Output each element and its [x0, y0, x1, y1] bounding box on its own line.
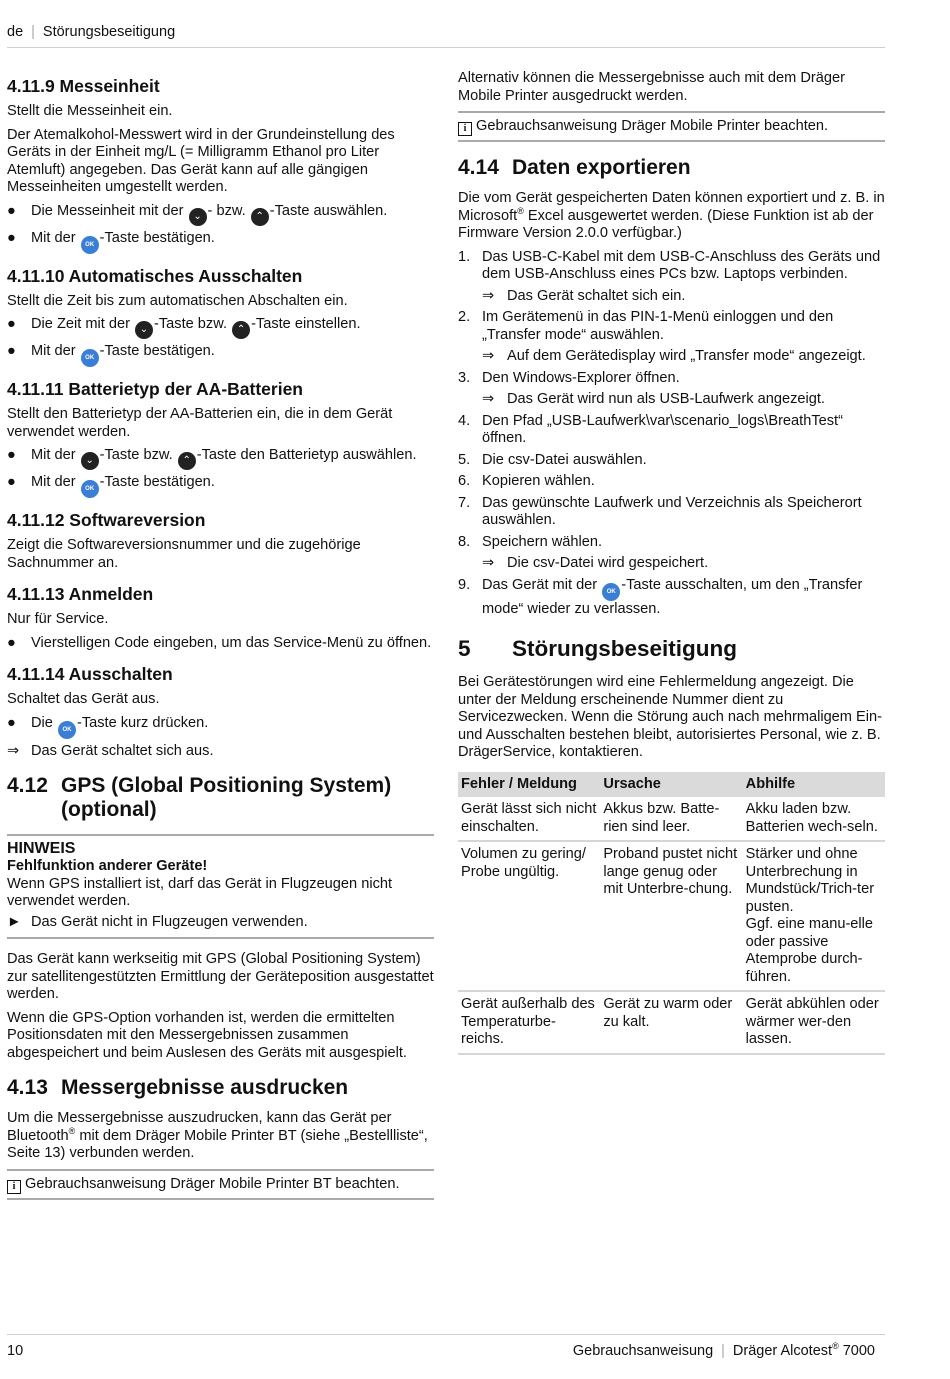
text: -Taste ausschalten, um den „Transfer mode“ wieder zu verlassen. [482, 576, 863, 617]
step-number: 1. [458, 248, 471, 265]
right-column [458, 70, 885, 1055]
result-arrow-icon: ⇒ [482, 391, 495, 407]
action-arrow-icon: ► [7, 913, 22, 930]
paragraph [7, 1110, 434, 1163]
paragraph: Wenn die GPS-Option vorhanden ist, werden die ermittelten Positionsdaten mit den Messergebnissen zusammen abgespeichert und beim Auslesen des Geräts mit ausgespielt. [7, 1009, 407, 1061]
text: -Taste bestätigen. [99, 343, 215, 359]
text: Mit der [31, 343, 80, 359]
step-number: 2. [458, 309, 471, 325]
section-title-text: GPS (Global Positioning System) (optional) [61, 774, 392, 821]
step-result [482, 555, 885, 573]
bullet-item [7, 474, 434, 498]
table-header-cell: Ursache [600, 772, 742, 798]
down-key-icon: ⌄ [189, 208, 207, 226]
table-cell: Gerät außerhalb des Temperaturbe-reichs. [458, 991, 600, 1054]
step-result [482, 288, 885, 306]
step-result-text: Das Gerät wird nun als USB-Laufwerk angezeigt. [507, 391, 825, 407]
table-header-row [458, 772, 885, 798]
section-title: 4.11.11 Batterietyp der AA-Batterien [7, 379, 303, 399]
bullet-item [7, 715, 434, 739]
text: Die Zeit mit der [31, 316, 134, 332]
section-number: 4.12 [7, 774, 48, 797]
step-result [482, 391, 885, 409]
step-item [458, 577, 885, 619]
result-arrow-icon: ⇒ [482, 348, 495, 364]
steps-list [458, 249, 885, 573]
step-number: 4. [458, 412, 471, 429]
section-title [7, 1076, 434, 1100]
bullet-icon: ● [7, 447, 16, 463]
step-item [458, 370, 885, 388]
step-text: Das gewünschte Laufwerk und Verzeichnis als Speicherort auswählen. [482, 494, 862, 528]
paragraph: Der Atemalkohol-Messwert wird in der Grundeinstellung des Geräts in der Einheit mg/L (= Milligramm Ethanol pro Liter Atemluft) angegeben. Das Gerät kann auf alle gängigen Messeinheiten umgestellt werden. [7, 126, 395, 195]
text: Mit der [31, 229, 80, 246]
section-title [7, 774, 434, 822]
bullet-item [7, 316, 434, 339]
text: Um die Messergebnisse auszudrucken, kann das Gerät per Bluetooth [7, 1110, 392, 1144]
left-column [7, 70, 434, 1208]
paragraph: Das Gerät kann werkseitig mit GPS (Global Positioning System) zur satellitengestützten Ermittlung der Geräteposition ausgestattet werden. [7, 951, 434, 1002]
bullet-item [7, 203, 434, 226]
text: Vierstelligen Code eingeben, um das Service-Menü zu öffnen. [31, 634, 432, 651]
section-number: 4.13 [7, 1076, 48, 1099]
table-cell: Volumen zu gering/ Probe ungültig. [458, 841, 600, 991]
table-header-cell: Fehler / Meldung [458, 772, 600, 798]
text: Excel ausgewertet werden. (Diese Funktion ist ab der Firmware Version 2.0.0 verfügbar.) [458, 207, 874, 241]
text: -Taste den Batterietyp auswählen. [196, 447, 417, 463]
text: Die [31, 714, 57, 731]
paragraph: Stellt die Messeinheit ein. [7, 103, 173, 119]
step-result [482, 348, 885, 366]
page-footer [7, 1334, 885, 1361]
paragraph: Stellt die Zeit bis zum automatischen Abschalten ein. [7, 292, 348, 309]
notice-subtitle: Fehlfunktion anderer Geräte! [7, 858, 208, 874]
step-item [458, 413, 885, 448]
table-cell: Stärker und ohne Unterbrechung in Mundstück/Trich-ter pusten. Ggf. eine manu-elle oder passive Atemprobe durch-führen. [743, 841, 885, 991]
table-row [458, 797, 885, 841]
result-item [7, 743, 434, 761]
text: -Taste bestätigen. [99, 474, 215, 490]
text: Mit der [31, 447, 80, 463]
text: -Taste einstellen. [251, 316, 361, 332]
page-header [7, 24, 885, 48]
section-number: 4.14 [458, 156, 499, 179]
section-title: 4.11.14 Ausschalten [7, 664, 173, 684]
chapter-number: 5 [458, 636, 471, 661]
header-separator: | [31, 24, 35, 40]
step-number: 7. [458, 494, 471, 511]
up-key-icon: ⌃ [178, 452, 196, 470]
paragraph: Bei Gerätestörungen wird eine Fehlermeldung angezeigt. Die unter der Meldung erscheinende Nummer dient zu Servicezwecken. Wenn die Störung auch nach mehrmaligem Ein- und Ausschalten bestehen bleibt, autorisiertes Personal, wie z. B. DrägerService, kontaktieren. [458, 674, 882, 760]
step-item [458, 249, 885, 284]
section-title-text: Daten exportieren [512, 156, 691, 179]
table-cell: Proband pustet nicht lange genug oder mit Unterbre-chung. [600, 841, 742, 991]
bullet-icon: ● [7, 474, 16, 490]
text: -Taste auswählen. [269, 202, 388, 219]
step-number: 6. [458, 473, 471, 489]
step-result-text: Die csv-Datei wird gespeichert. [507, 555, 709, 571]
text: Dräger Alcotest [732, 1343, 833, 1359]
step-text: Speichern wählen. [482, 533, 603, 550]
step-item [458, 473, 885, 491]
bullet-item [7, 230, 434, 254]
step-result-text: Das Gerät schaltet sich ein. [507, 287, 686, 304]
text: Die vom Gerät gespeicherten Daten können exportiert und z. B. in Microsoft [458, 190, 885, 224]
step-text: Das USB-C-Kabel mit dem USB-C-Anschluss des Geräts und dem USB-Anschluss eines PCs bzw. Laptops verbinden. [482, 248, 881, 282]
bullet-icon: ● [7, 229, 16, 246]
header-lang: de [7, 24, 24, 40]
bullet-icon: ● [7, 202, 16, 219]
table-cell: Akku laden bzw. Batterien wech-seln. [743, 797, 885, 841]
text: Die Messeinheit mit der [31, 202, 188, 219]
bullet-item [7, 343, 434, 367]
notice-title: HINWEIS [7, 840, 76, 857]
text: Gebrauchsanweisung [572, 1343, 714, 1359]
section-title: 4.11.13 Anmelden [7, 584, 154, 604]
info-icon: i [458, 122, 472, 136]
table-cell: Gerät abkühlen oder wärmer wer-den lassen. [743, 991, 885, 1054]
table-row [458, 991, 885, 1054]
chapter-title-text: Störungsbeseitigung [512, 636, 737, 661]
down-key-icon: ⌄ [81, 452, 99, 470]
text: Mit der [31, 474, 80, 490]
section-title [458, 156, 885, 180]
text: Das Gerät schaltet sich aus. [31, 742, 214, 759]
notice-text: Wenn GPS installiert ist, darf das Gerät in Flugzeugen nicht verwendet werden. [7, 875, 393, 909]
info-icon: i [7, 1180, 21, 1194]
section-title-text: Messergebnisse ausdrucken [61, 1076, 349, 1099]
bullet-icon: ● [7, 316, 16, 332]
text: 7000 [842, 1343, 875, 1359]
result-arrow-icon: ⇒ [482, 555, 495, 571]
table-row [458, 841, 885, 991]
ok-key-icon: OK [81, 349, 99, 367]
bullet-item [7, 447, 434, 470]
info-note [7, 1169, 434, 1200]
ok-key-icon: OK [81, 236, 99, 254]
text: Gebrauchsanweisung Dräger Mobile Printer BT beachten. [25, 1175, 400, 1192]
text: -Taste bzw. [154, 316, 232, 332]
registered-mark: ® [832, 1341, 839, 1352]
section-title: 4.11.10 Automatisches Ausschalten [7, 265, 303, 286]
page-number: 10 [7, 1343, 24, 1359]
bullet-icon: ● [7, 343, 16, 359]
table-header-cell: Abhilfe [743, 772, 885, 798]
table-body [458, 797, 885, 1054]
text: Gebrauchsanweisung Dräger Mobile Printer beachten. [476, 118, 829, 134]
paragraph [458, 190, 885, 243]
step-item [458, 495, 885, 530]
table-cell: Gerät lässt sich nicht einschalten. [458, 797, 600, 841]
step-item [458, 309, 885, 344]
footer-doc [573, 1343, 875, 1361]
text: -Taste bzw. [99, 447, 177, 463]
ok-key-icon: OK [58, 721, 76, 739]
notice-box [7, 834, 434, 939]
step-result-text: Auf dem Gerätedisplay wird „Transfer mode“ angezeigt. [507, 348, 866, 364]
registered-mark: ® [517, 205, 524, 216]
step-number: 5. [458, 451, 471, 468]
table-cell: Akkus bzw. Batte-rien sind leer. [600, 797, 742, 841]
step-text: Kopieren wählen. [482, 473, 595, 489]
paragraph: Alternativ können die Messergebnisse auch mit dem Dräger Mobile Printer ausgedruckt werden. [458, 70, 845, 104]
paragraph: Schaltet das Gerät aus. [7, 691, 160, 707]
ok-key-icon: OK [602, 583, 620, 601]
step-number: 8. [458, 533, 471, 550]
text: -Taste kurz drücken. [76, 714, 209, 731]
bullet-icon: ● [7, 714, 16, 731]
step-item [458, 534, 885, 552]
text: Das Gerät mit der [482, 576, 602, 593]
section-title: 4.11.9 Messeinheit [7, 76, 160, 96]
step-item [458, 452, 885, 470]
bullet-icon: ● [7, 634, 16, 651]
text: mit dem Dräger Mobile Printer BT (siehe „Bestellliste“, Seite 13) verbunden werden. [7, 1127, 428, 1161]
step-number: 9. [458, 576, 471, 593]
paragraph: Zeigt die Softwareversionsnummer und die zugehörige Sachnummer an. [7, 537, 361, 571]
step-number: 3. [458, 369, 471, 386]
text: -Taste bestätigen. [99, 229, 215, 246]
chapter-title [458, 636, 885, 662]
up-key-icon: ⌃ [232, 321, 250, 339]
down-key-icon: ⌄ [135, 321, 153, 339]
header-section: Störungsbeseitigung [42, 24, 176, 40]
bullet-item [7, 635, 434, 653]
result-arrow-icon: ⇒ [7, 742, 20, 759]
section-title: 4.11.12 Softwareversion [7, 510, 206, 530]
text: Das Gerät nicht in Flugzeugen verwenden. [31, 913, 308, 930]
notice-action [7, 914, 434, 932]
text: - bzw. [207, 202, 250, 219]
step-text: Im Gerätemenü in das PIN-1-Menü einloggen und den „Transfer mode“ auswählen. [482, 309, 834, 343]
ok-key-icon: OK [81, 480, 99, 498]
paragraph: Stellt den Batterietyp der AA-Batterien ein, die in dem Gerät verwendet werden. [7, 406, 393, 440]
step-text: Die csv-Datei auswählen. [482, 451, 647, 468]
step-text: Den Windows-Explorer öffnen. [482, 369, 680, 386]
registered-mark: ® [68, 1125, 76, 1136]
table-cell: Gerät zu warm oder zu kalt. [600, 991, 742, 1054]
step-text: Den Pfad „USB-Laufwerk\var\scenario_logs\BreathTest“ öffnen. [482, 412, 843, 446]
result-arrow-icon: ⇒ [482, 287, 495, 304]
error-table [458, 772, 885, 1055]
footer-separator: | [721, 1343, 725, 1359]
up-key-icon: ⌃ [251, 208, 269, 226]
info-note [458, 111, 885, 142]
paragraph: Nur für Service. [7, 611, 109, 627]
